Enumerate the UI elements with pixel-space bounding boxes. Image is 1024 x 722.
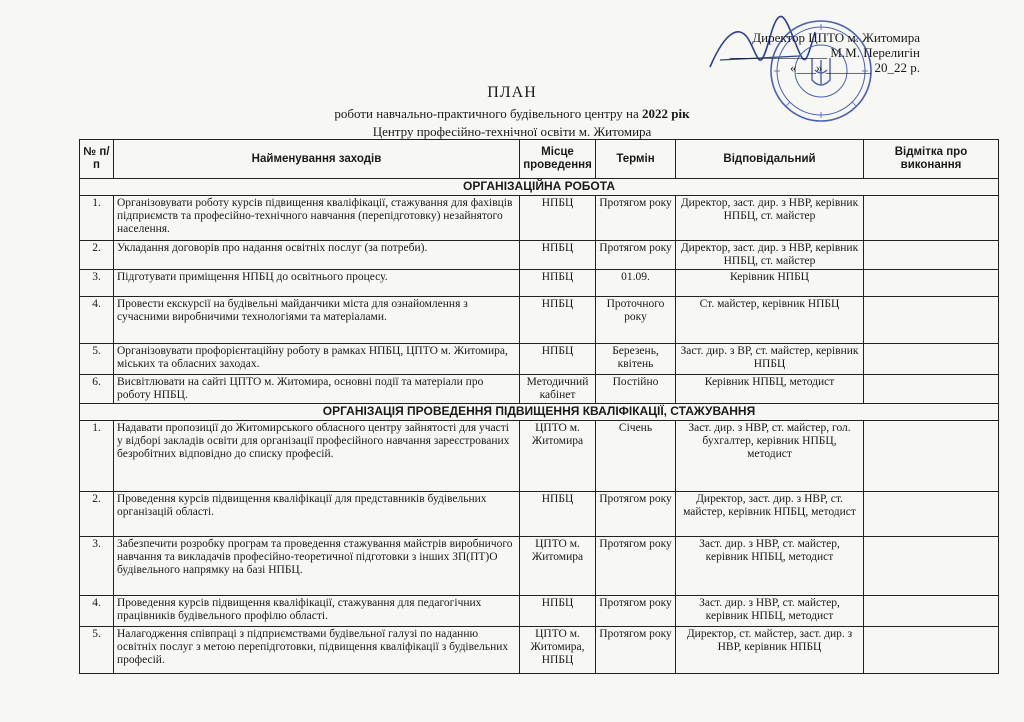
col-header-num: № п/п [80,140,114,179]
table-header-row [80,140,999,179]
document-title: ПЛАН [487,84,537,101]
document-subtitle [0,106,1024,122]
cell-mark [864,537,999,596]
cell-responsible: Заст. дир. з НВР, ст. майстер, керівник НПБЦ, методист [676,596,864,627]
cell-responsible: Директор, ст. майстер, заст. дир. з НВР, керівник НПБЦ [676,627,864,674]
cell-num: 3. [80,537,114,596]
cell-responsible: Директор, заст. дир. з НВР, керівник НПБЦ, ст. майстер [676,196,864,241]
table-row [80,344,999,375]
cell-term: Січень [596,421,676,492]
cell-mark [864,421,999,492]
approval-date: «___» _______ 20_22 р. [790,60,920,75]
cell-term: Протягом року [596,196,676,241]
cell-responsible: Директор, заст. дир. з НВР, ст. майстер, керівник НПБЦ, методист [676,492,864,537]
section-title: ОРГАНІЗАЦІЯ ПРОВЕДЕННЯ ПІДВИЩЕННЯ КВАЛІФІКАЦІЇ, СТАЖУВАННЯ [80,404,999,421]
cell-mark [864,344,999,375]
cell-num: 5. [80,627,114,674]
col-header-task: Найменування заходів [114,140,520,179]
cell-term: Постійно [596,375,676,404]
cell-mark [864,241,999,270]
cell-task: Надавати пропозиції до Житомирського обласного центру зайнятості для участі у відборі закладів освіти для організації професійного навчання зареєстрованих безробітних відповідно до списку професій. [114,421,520,492]
cell-responsible: Заст. дир. з ВР, ст. майстер, керівник НПБЦ [676,344,864,375]
table-row [80,375,999,404]
subtitle-text: роботи навчально-практичного будівельного центру на [334,106,643,121]
cell-place: ЦПТО м. Житомира [520,421,596,492]
cell-responsible: Заст. дир. з НВР, ст. майстер, гол. бухгалтер, керівник НПБЦ, методист [676,421,864,492]
table-row [80,297,999,344]
cell-responsible: Заст. дир. з НВР, ст. майстер, керівник НПБЦ, методист [676,537,864,596]
cell-responsible: Директор, заст. дир. з НВР, керівник НПБЦ, ст. майстер [676,241,864,270]
cell-responsible: Керівник НПБЦ, методист [676,375,864,404]
table-row [80,196,999,241]
cell-place: НПБЦ [520,344,596,375]
table-row [80,421,999,492]
cell-mark [864,627,999,674]
cell-mark [864,596,999,627]
cell-mark [864,297,999,344]
cell-place: Методичний кабінет [520,375,596,404]
document-organization: Центру професійно-технічної освіти м. Житомира [372,124,652,139]
cell-task: Висвітлювати на сайті ЦПТО м. Житомира, основні події та матеріали про роботу НПБЦ. [114,375,520,404]
approval-signature-line: _______________ М.М. Перелигін [729,45,920,60]
cell-task: Підготувати приміщення НПБЦ до освітнього процесу. [114,270,520,297]
cell-term: 01.09. [596,270,676,297]
approval-block [690,30,920,75]
col-header-mark: Відмітка про виконання [864,140,999,179]
cell-task: Проведення курсів підвищення кваліфікації для представників будівельних організацій області. [114,492,520,537]
approval-director: Директор ЦПТО м. Житомира [752,30,920,45]
cell-num: 3. [80,270,114,297]
cell-num: 1. [80,421,114,492]
table-row [80,492,999,537]
subtitle-year: 2022 рік [642,106,690,121]
cell-place: НПБЦ [520,270,596,297]
cell-place: НПБЦ [520,297,596,344]
document-header [0,84,1024,140]
cell-mark [864,270,999,297]
cell-num: 6. [80,375,114,404]
cell-num: 2. [80,241,114,270]
table-row [80,596,999,627]
cell-term: Протягом року [596,537,676,596]
cell-task: Організовувати роботу курсів підвищення кваліфікації, стажування для фахівців підприємств та професійно-технічного навчання (перепідготовку) незайнятого населення. [114,196,520,241]
table-row [80,627,999,674]
cell-place: НПБЦ [520,596,596,627]
cell-num: 1. [80,196,114,241]
cell-task: Налагодження співпраці з підприємствами будівельної галузі по наданню освітніх послуг з метою перепідготовки, підвищення кваліфікації з будівельних професій. [114,627,520,674]
cell-responsible: Керівник НПБЦ [676,270,864,297]
cell-task: Забезпечити розробку програм та проведення стажування майстрів виробничого навчання та викладачів професійно-теоретичної підготовки з інших ЗП(ПТ)О будівельного напрямку на базі НПБЦ. [114,537,520,596]
cell-place: НПБЦ [520,241,596,270]
cell-task: Організовувати профорієнтаційну роботу в рамках НПБЦ, ЦПТО м. Житомира, міських та обласних заходах. [114,344,520,375]
cell-place: НПБЦ [520,196,596,241]
plan-table [79,139,999,674]
cell-place: ЦПТО м. Житомира [520,537,596,596]
table-row [80,537,999,596]
cell-task: Укладання договорів про надання освітніх послуг (за потреби). [114,241,520,270]
col-header-place: Місце проведення [520,140,596,179]
section-title: ОРГАНІЗАЦІЙНА РОБОТА [80,179,999,196]
cell-term: Протягом року [596,492,676,537]
cell-term: Проточного року [596,297,676,344]
cell-term: Протягом року [596,241,676,270]
cell-task: Провести екскурсії на будівельні майданчики міста для ознайомлення з сучасними виробничими технологіями та матеріалами. [114,297,520,344]
cell-num: 5. [80,344,114,375]
cell-mark [864,492,999,537]
col-header-term: Термін [596,140,676,179]
table-row [80,270,999,297]
table-row [80,241,999,270]
cell-term: Протягом року [596,596,676,627]
col-header-responsible: Відповідальний [676,140,864,179]
cell-mark [864,196,999,241]
cell-term: Протягом року [596,627,676,674]
cell-place: ЦПТО м. Житомира, НПБЦ [520,627,596,674]
plan-table-body [80,179,999,674]
cell-num: 4. [80,596,114,627]
cell-mark [864,375,999,404]
cell-term: Березень, квітень [596,344,676,375]
cell-num: 4. [80,297,114,344]
cell-responsible: Ст. майстер, керівник НПБЦ [676,297,864,344]
section-row [80,404,999,421]
cell-num: 2. [80,492,114,537]
section-row [80,179,999,196]
cell-place: НПБЦ [520,492,596,537]
cell-task: Проведення курсів підвищення кваліфікації, стажування для педагогічних працівників будівельного профілю області. [114,596,520,627]
